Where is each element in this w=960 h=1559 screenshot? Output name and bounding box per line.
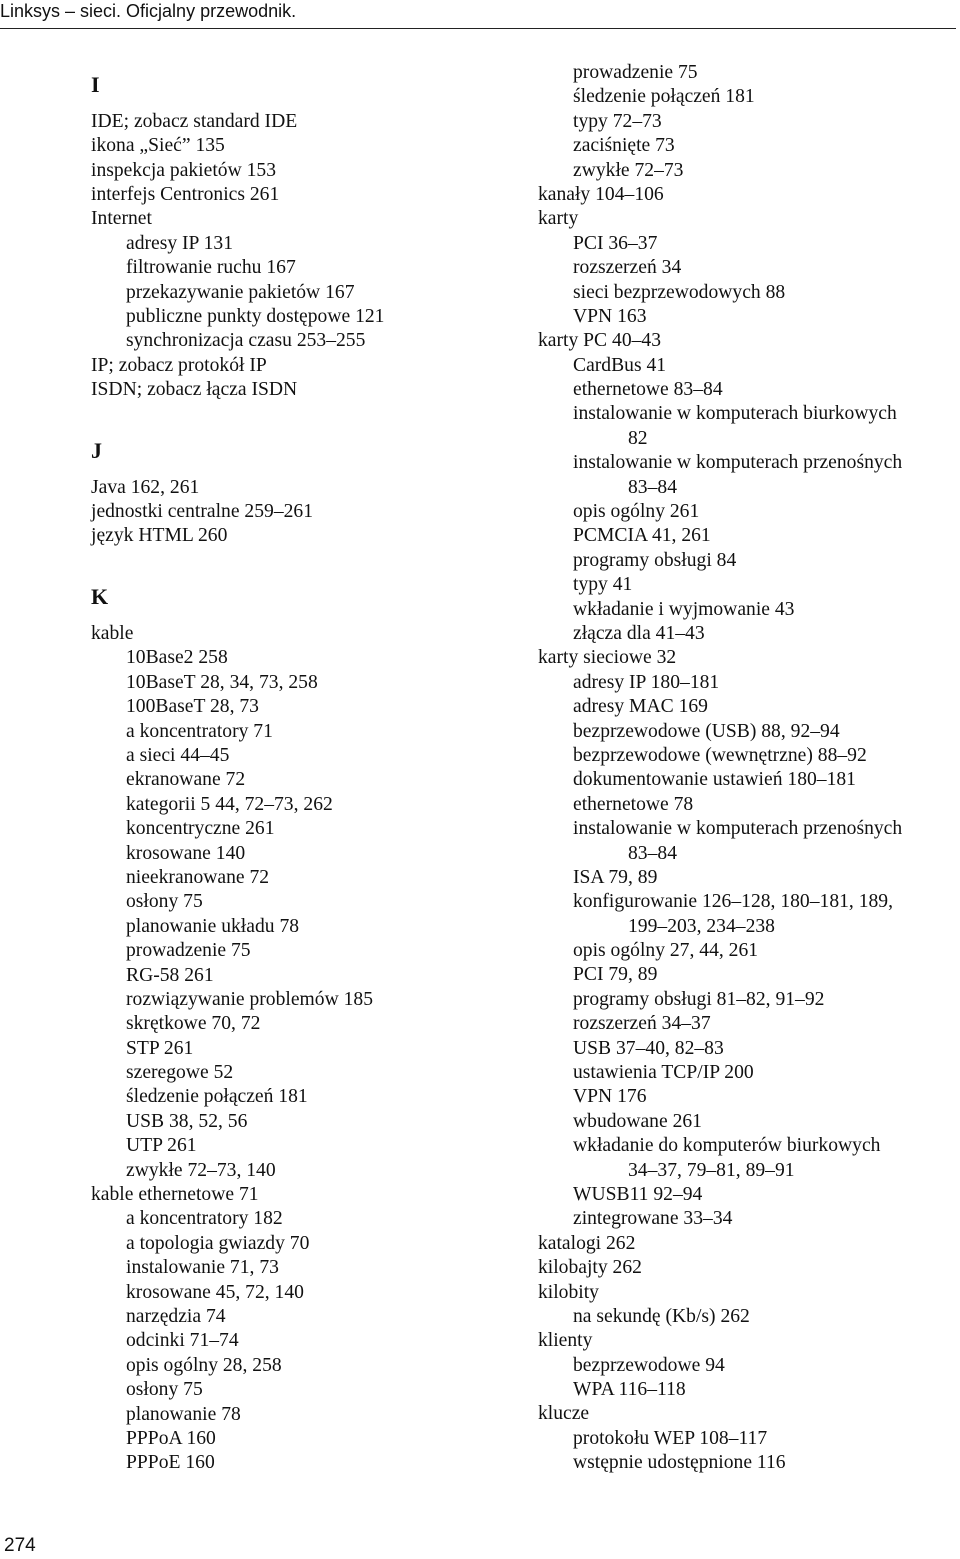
index-column-right <box>538 61 902 1476</box>
index-entry: inspekcja pakietów 153 <box>91 159 277 181</box>
index-subentry: szeregowe 52 <box>126 1062 234 1084</box>
index-subentry: wkładanie i wyjmowanie 43 <box>573 598 795 620</box>
index-subentry: 10BaseT 28, 34, 73, 258 <box>126 671 318 693</box>
index-subentry: odcinki 71–74 <box>126 1330 239 1352</box>
index-continuation: 83–84 <box>628 842 677 864</box>
index-entry: karty PC 40–43 <box>538 330 662 352</box>
index-subentry: WUSB11 92–94 <box>573 1183 703 1205</box>
index-subentry: sieci bezprzewodowych 88 <box>573 281 786 303</box>
index-subentry: PCI 36–37 <box>573 232 658 254</box>
index-subentry: bezprzewodowe (USB) 88, 92–94 <box>573 720 840 742</box>
index-subentry: adresy IP 131 <box>126 232 234 254</box>
index-subentry: zintegrowane 33–34 <box>573 1208 733 1230</box>
index-subentry: rozszerzeń 34–37 <box>573 1013 711 1035</box>
index-entry: język HTML 260 <box>91 525 228 547</box>
index-continuation: 34–37, 79–81, 89–91 <box>628 1159 795 1181</box>
index-letter-heading: I <box>91 72 100 97</box>
index-letter-heading: K <box>91 584 109 610</box>
index-subentry: CardBus 41 <box>573 354 667 376</box>
index-subentry: protokołu WEP 108–117 <box>573 1427 768 1449</box>
running-header <box>0 0 956 29</box>
index-subentry: programy obsługi 84 <box>573 549 737 571</box>
index-entry: kable <box>91 623 134 645</box>
index-subentry: ethernetowe 83–84 <box>573 379 723 401</box>
index-subentry: instalowanie w komputerach przenośnych <box>573 818 903 840</box>
index-subentry: PPPoA 160 <box>126 1427 216 1449</box>
index-subentry: typy 72–73 <box>573 110 662 132</box>
index-subentry: ustawienia TCP/IP 200 <box>573 1062 754 1084</box>
page-number: 274 <box>4 1535 36 1556</box>
index-subentry: wbudowane 261 <box>573 1110 702 1132</box>
index-entry: jednostki centralne 259–261 <box>91 501 314 523</box>
index-subentry: VPN 176 <box>573 1086 647 1108</box>
index-entry: kilobity <box>538 1281 599 1303</box>
index-subentry: krosowane 140 <box>126 842 246 864</box>
index-subentry: opis ogólny 27, 44, 261 <box>573 940 759 962</box>
index-subentry: RG-58 261 <box>126 964 214 986</box>
index-subentry: publiczne punkty dostępowe 121 <box>126 305 385 327</box>
index-subentry: adresy MAC 169 <box>573 696 708 718</box>
index-subentry: synchronizacja czasu 253–255 <box>126 330 366 352</box>
index-entry: Java 162, 261 <box>91 476 200 498</box>
index-subentry: WPA 116–118 <box>573 1379 686 1401</box>
index-entry: karty sieciowe 32 <box>538 647 677 669</box>
spacer <box>91 549 384 573</box>
index-subentry: 100BaseT 28, 73 <box>126 696 259 718</box>
index-subentry: PCI 79, 89 <box>573 964 658 986</box>
index-entry: klienty <box>538 1330 593 1352</box>
index-entry: katalogi 262 <box>538 1232 636 1254</box>
index-subentry: opis ogólny 261 <box>573 501 700 523</box>
index-subentry: zwykłe 72–73, 140 <box>126 1159 276 1181</box>
index-subentry: narzędzia 74 <box>126 1305 226 1327</box>
index-subentry: programy obsługi 81–82, 91–92 <box>573 988 825 1010</box>
index-subentry: śledzenie połączeń 181 <box>126 1086 308 1108</box>
index-subentry: rozwiązywanie problemów 185 <box>126 988 374 1010</box>
index-entry: ikona „Sieć” 135 <box>91 135 225 157</box>
index-subentry: prowadzenie 75 <box>573 62 698 83</box>
index-subentry: planowanie 78 <box>126 1403 241 1425</box>
index-entry: Internet <box>91 208 152 230</box>
index-subentry: a topologia gwiazdy 70 <box>126 1232 310 1254</box>
index-subentry: VPN 163 <box>573 305 647 327</box>
index-subentry: wstępnie udostępnione 116 <box>573 1452 786 1474</box>
index-subentry: instalowanie w komputerach przenośnych <box>573 452 903 474</box>
index-subentry: a koncentratory 71 <box>126 720 273 742</box>
index-subentry: instalowanie w komputerach biurkowych <box>573 403 897 425</box>
index-subentry: złącza dla 41–43 <box>573 622 705 644</box>
index-subentry: przekazywanie pakietów 167 <box>126 281 355 303</box>
index-subentry: PPPoE 160 <box>126 1452 215 1474</box>
index-entry: kable ethernetowe 71 <box>91 1184 259 1206</box>
index-entry: kanały 104–106 <box>538 183 664 205</box>
index-subentry: prowadzenie 75 <box>126 940 251 962</box>
index-subentry: osłony 75 <box>126 1379 203 1401</box>
index-subentry: osłony 75 <box>126 891 203 913</box>
index-subentry: skrętkowe 70, 72 <box>126 1013 261 1035</box>
index-subentry: zwykłe 72–73 <box>573 159 684 181</box>
index-entry: karty <box>538 208 579 230</box>
index-subentry: USB 38, 52, 56 <box>126 1110 248 1132</box>
index-entry: ISDN; zobacz łącza ISDN <box>91 379 298 401</box>
index-subentry: dokumentowanie ustawień 180–181 <box>573 769 856 791</box>
index-subentry: rozszerzeń 34 <box>573 257 682 279</box>
index-subentry: typy 41 <box>573 574 633 596</box>
index-entry: klucze <box>538 1403 590 1425</box>
index-subentry: filtrowanie ruchu 167 <box>126 257 296 279</box>
index-subentry: opis ogólny 28, 258 <box>126 1354 282 1376</box>
index-column-left <box>91 61 384 1476</box>
index-subentry: USB 37–40, 82–83 <box>573 1037 724 1059</box>
index-subentry: wkładanie do komputerów biurkowych <box>573 1135 881 1157</box>
index-subentry: a koncentratory 182 <box>126 1208 283 1230</box>
index-subentry: nieekranowane 72 <box>126 866 270 888</box>
index-entry: kilobajty 262 <box>538 1257 642 1279</box>
index-subentry: śledzenie połączeń 181 <box>573 86 755 108</box>
index-subentry: 10Base2 258 <box>126 647 228 669</box>
index-subentry: UTP 261 <box>126 1135 197 1157</box>
index-subentry: ekranowane 72 <box>126 769 246 791</box>
index-entry: IP; zobacz protokół IP <box>91 354 267 376</box>
index-subentry: a sieci 44–45 <box>126 744 230 766</box>
index-continuation: 83–84 <box>628 476 677 498</box>
index-subentry: bezprzewodowe (wewnętrzne) 88–92 <box>573 744 867 766</box>
index-entry: interfejs Centronics 261 <box>91 183 280 205</box>
index-subentry: koncentryczne 261 <box>126 818 275 840</box>
index-subentry: instalowanie 71, 73 <box>126 1257 279 1279</box>
index-letter-heading: J <box>91 437 102 463</box>
index-subentry: zaciśnięte 73 <box>573 135 675 157</box>
index-subentry: adresy IP 180–181 <box>573 671 720 693</box>
index-subentry: planowanie układu 78 <box>126 915 300 937</box>
index-entry: IDE; zobacz standard IDE <box>91 110 298 132</box>
index-subentry: bezprzewodowe 94 <box>573 1354 725 1376</box>
index-subentry: kategorii 5 44, 72–73, 262 <box>126 793 333 815</box>
index-subentry: konfigurowanie 126–128, 180–181, 189, <box>573 891 893 913</box>
book-title: Linksys – sieci. Oficjalny przewodnik. <box>0 1 297 21</box>
index-subentry: STP 261 <box>126 1037 194 1059</box>
index-subentry: na sekundę (Kb/s) 262 <box>573 1305 750 1327</box>
index-subentry: ethernetowe 78 <box>573 793 694 815</box>
index-continuation: 199–203, 234–238 <box>628 915 775 937</box>
index-subentry: ISA 79, 89 <box>573 866 658 888</box>
spacer <box>91 402 384 426</box>
index-subentry: PCMCIA 41, 261 <box>573 525 711 547</box>
index-subentry: krosowane 45, 72, 140 <box>126 1281 304 1303</box>
index-continuation: 82 <box>628 427 648 449</box>
